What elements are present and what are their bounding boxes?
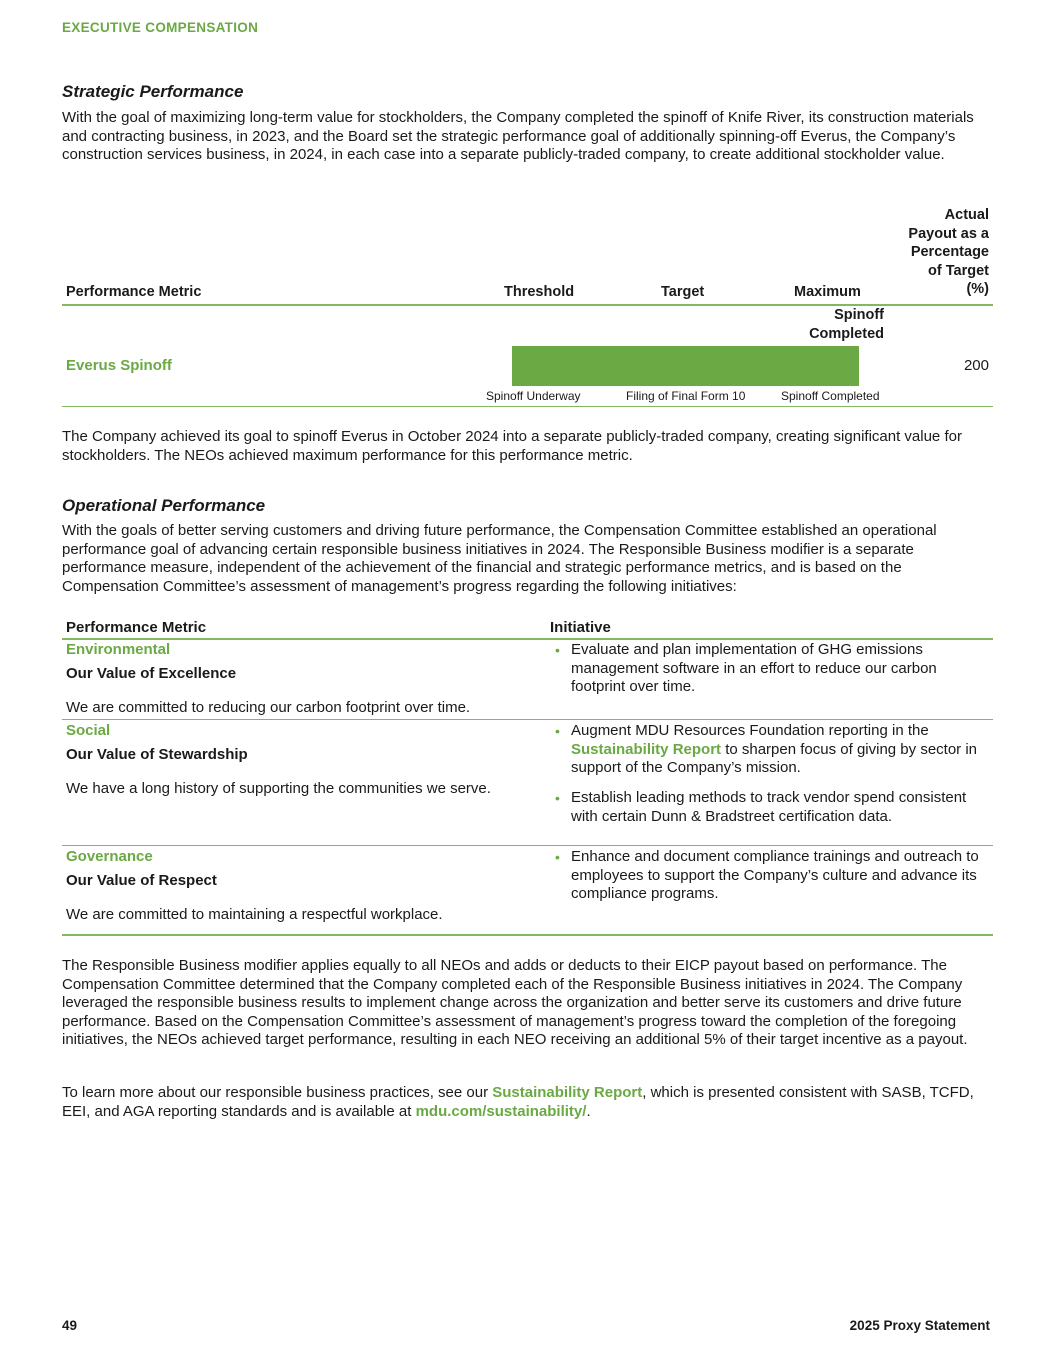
col-header-target: Target [661, 284, 705, 300]
document-title: 2025 Proxy Statement [849, 1318, 990, 1333]
threshold-label: Spinoff Underway [486, 389, 581, 403]
section-label: EXECUTIVE COMPENSATION [62, 20, 259, 35]
strategic-intro: With the goal of maximizing long-term value for stockholders, the Company completed the spinoff of Knife River, its construction materials and contracting business, in 2023, and the Board set the strategic performance goal of additionally spinning-off Everus, the Company’s construction services business, in 2024, in each case into a separate publicly-traded company, to create additional stockholder value. [62, 109, 974, 164]
page-number: 49 [62, 1318, 78, 1333]
operational-intro: With the goals of better serving customers and driving future performance, the Compensation Committee established an operational performance goal of advancing certain responsible business initiatives in 2024. The Responsible Business modifier is a separate performance measure, independent of the achievement of the financial and strategic performance metrics, and is based on the Compensation Committee’s assessment of management’s progress regarding the following initiatives: [62, 522, 937, 595]
col-header-payout: Actual Payout as a Percentage of Target (%) [908, 207, 989, 298]
social-initiative-2: • Establish leading methods to track vendor spend consistent with certain Dunn & Bradstreet certification data. [571, 789, 991, 826]
social-category: Social [66, 722, 111, 739]
environmental-initiative: • Evaluate and plan implementation of GHG emissions management software in an effort to reduce our carbon footprint over time. [571, 641, 991, 697]
achievement-bar [512, 346, 859, 386]
strategic-result: The Company achieved its goal to spinoff Everus in October 2024 into a separate publicly-traded company, creating significant value for stockholders. The NEOs achieved maximum performance for this performance metric. [62, 428, 962, 464]
environmental-description: We are committed to reducing our carbon footprint over time. [66, 699, 471, 716]
table-bottom-rule [62, 406, 993, 407]
col-header-metric: Performance Metric [66, 284, 202, 300]
social-description: We have a long history of supporting the communities we serve. [66, 780, 491, 797]
row-rule [62, 845, 993, 846]
col-header-maximum: Maximum [794, 284, 861, 300]
environmental-value: Our Value of Excellence [66, 665, 237, 682]
strategic-heading: Strategic Performance [62, 82, 244, 101]
social-value: Our Value of Stewardship [66, 746, 248, 763]
achievement-label: Spinoff Completed [809, 307, 884, 342]
target-label: Filing of Final Form 10 [626, 389, 746, 403]
governance-category: Governance [66, 848, 153, 865]
social-initiative-1: • Augment MDU Resources Foundation reporting in the Sustainability Report to sharpen focus of giving by sector in support of the Company’s mission. [571, 722, 991, 778]
col-header-metric: Performance Metric [66, 619, 207, 636]
everus-spinoff-metric: Everus Spinoff [66, 357, 172, 374]
governance-description: We are committed to maintaining a respectful workplace. [66, 906, 443, 923]
op-header-rule [62, 638, 993, 640]
operational-heading: Operational Performance [62, 496, 266, 515]
closing-paragraph-2: To learn more about our responsible business practices, see our Sustainability Report, which is presented consistent with SASB, TCFD, EEI, and AGA reporting standards and is available at mdu.com/sustainability/. [62, 1084, 974, 1120]
col-header-initiative: Initiative [550, 619, 611, 636]
op-bottom-rule [62, 934, 993, 936]
col-header-threshold: Threshold [504, 284, 575, 300]
sustainability-report-link[interactable]: Sustainability Report [492, 1084, 643, 1101]
sustainability-report-link[interactable]: Sustainability Report [571, 740, 722, 758]
sustainability-url-link[interactable]: mdu.com/sustainability/ [415, 1102, 587, 1120]
governance-initiative: • Enhance and document compliance trainings and outreach to employees to support the Company’s culture and advance its compliance programs. [571, 848, 991, 904]
closing-paragraph-1: The Responsible Business modifier applies equally to all NEOs and adds or deducts to their EICP payout based on performance. The Compensation Committee determined that the Company completed each of the Responsible Business initiatives in 2024. The Company leveraged the responsible business results to implement change across the organization and better serve its customers and drive future performance. Based on the Compensation Committee’s assessment of management’s progress toward the completion of the foregoing initiatives, the NEOs achieved target performance, resulting in each NEO receiving an additional 5% of their target incentive as a payout. [62, 957, 968, 1049]
environmental-category: Environmental [66, 641, 171, 658]
maximum-label: Spinoff Completed [781, 389, 880, 403]
governance-value: Our Value of Respect [66, 872, 217, 889]
payout-value: 200 [963, 357, 989, 374]
row-rule [62, 719, 993, 720]
